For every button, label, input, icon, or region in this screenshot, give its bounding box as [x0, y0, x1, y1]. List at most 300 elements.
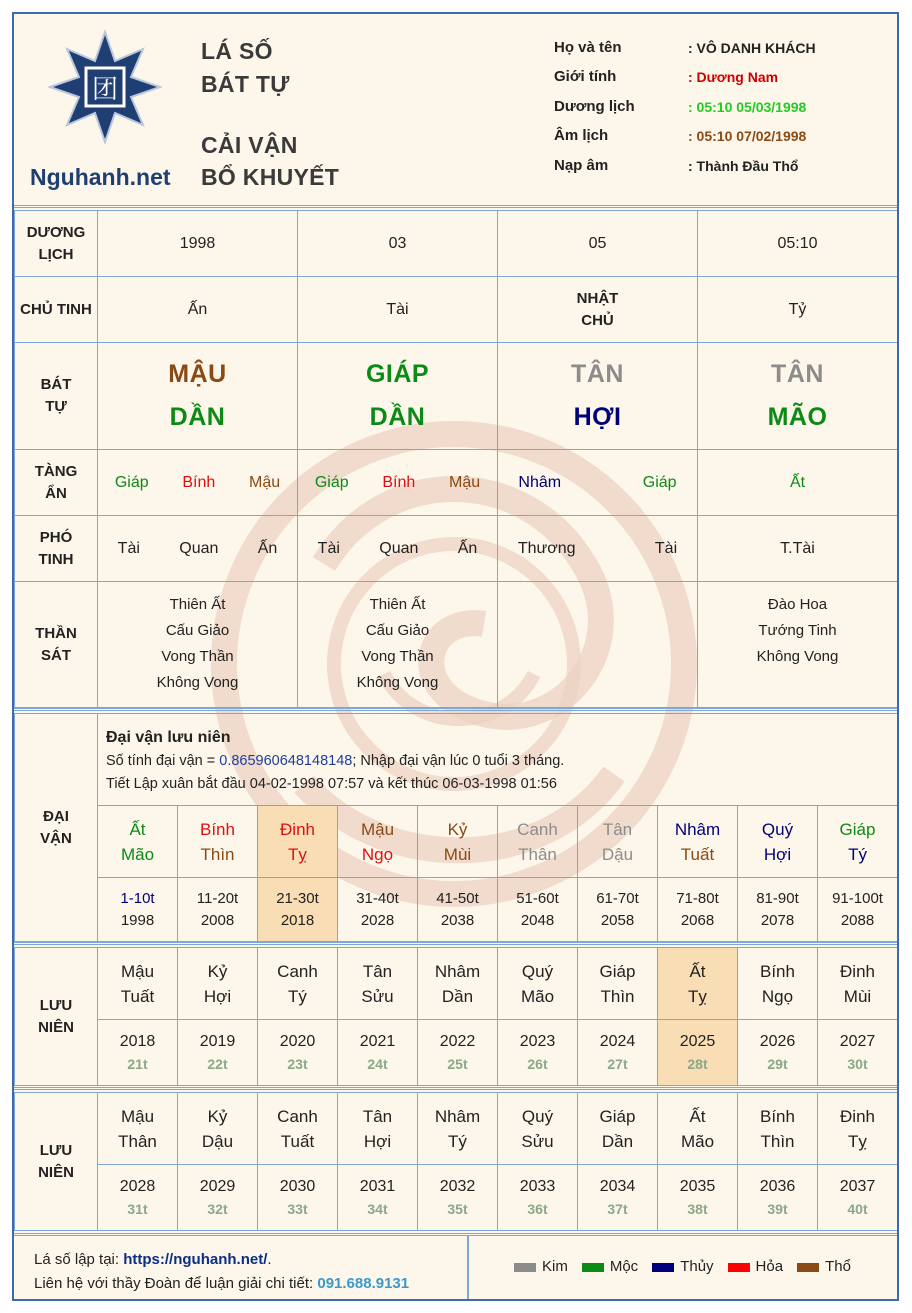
dai-van-age: 51-60t [516, 889, 559, 907]
sub-star: Ấn [257, 539, 278, 557]
luu-nien-stem: Mậu [120, 1106, 155, 1126]
dai-van-age-cell [258, 878, 338, 942]
pillar-cell [298, 450, 498, 516]
luu-nien-stem: Tân [362, 961, 393, 981]
footer-suffix: . [267, 1251, 272, 1268]
dai-van-age-cell [98, 878, 178, 942]
luu-nien-branch: Sửu [521, 1131, 554, 1151]
chart-footer [14, 1233, 897, 1299]
luu-nien-year-cell [178, 1020, 258, 1086]
luu-nien-year-cell [738, 1165, 818, 1231]
luu-nien-year-cell [818, 1020, 898, 1086]
dai-van-age: 21-30t [276, 889, 319, 907]
title-line-4: BỔ KHUYẾT [201, 164, 340, 190]
hidden-stem: Giáp [314, 473, 349, 491]
luu-nien-year: 2029 [199, 1177, 236, 1195]
dai-van-year: 2008 [200, 911, 235, 929]
row-label-luu-nien: LƯU NIÊN [15, 1093, 98, 1231]
luu-nien-branch: Thìn [600, 986, 635, 1006]
dai-van-line-2: Tiết Lập xuân bắt đầu 04-02-1998 07:57 và kết thúc 06-03-1998 01:56 [106, 776, 557, 792]
than-sat-item: Vong Thần [361, 648, 434, 665]
luu-nien-age: 25t [447, 1055, 468, 1072]
dai-van-age-cell [418, 878, 498, 942]
luu-nien-cell [658, 1093, 738, 1165]
luu-nien-age: 22t [207, 1055, 228, 1072]
dai-van-stem: Tân [602, 819, 633, 839]
luu-nien-stem: Giáp [599, 961, 636, 981]
info-label: Dương lịch [554, 98, 635, 115]
title-line-3: CẢI VẬN [201, 132, 298, 158]
pillar-cell [98, 450, 298, 516]
dai-van-age: 91-100t [832, 889, 883, 907]
dai-van-stem: Mậu [360, 819, 395, 839]
luu-nien-cell [418, 948, 498, 1020]
sub-star: Tài [654, 539, 678, 557]
dai-van-info [98, 714, 898, 806]
luu-nien-cell [738, 948, 818, 1020]
dai-van-branch: Mão [120, 844, 155, 864]
luu-nien-year-cell [98, 1165, 178, 1231]
row-label-bat-tu: BÁT TỰ [15, 343, 98, 450]
footer-contact [14, 1236, 469, 1301]
dai-van-stem: Ất [129, 819, 146, 839]
luu-nien-year-cell [258, 1165, 338, 1231]
divider [14, 942, 897, 945]
than-sat-item: Thiên Ất [169, 596, 226, 613]
pillar-cell [298, 343, 498, 450]
bat-tu-chart-sheet [12, 12, 899, 1301]
than-sat-list [98, 592, 297, 696]
luu-nien-age: 31t [127, 1200, 148, 1217]
hidden-stems [498, 474, 697, 492]
pillar-cell [498, 343, 698, 450]
luu-nien-branch: Dần [601, 1131, 634, 1151]
luu-nien-branch: Thìn [760, 1131, 795, 1151]
luu-nien-cell [98, 1093, 178, 1165]
pillar-cell: 1998 [98, 211, 298, 277]
hidden-stem: Giáp [114, 473, 149, 491]
dai-van-title: Đại vận lưu niên [106, 729, 231, 746]
luu-nien-year: 2022 [439, 1032, 476, 1050]
dai-van-table [14, 713, 898, 942]
dai-van-cell [98, 806, 178, 878]
pillar-cell: 05:10 [698, 211, 898, 277]
luu-nien-age: 26t [527, 1055, 548, 1072]
dai-van-cell [738, 806, 818, 878]
luu-nien-year: 2024 [599, 1032, 636, 1050]
luu-nien-age: 29t [767, 1055, 788, 1072]
pillar-cell [698, 343, 898, 450]
luu-nien-age: 35t [447, 1200, 468, 1217]
luu-nien-year-cell [818, 1165, 898, 1231]
dai-van-age-cell [338, 878, 418, 942]
luu-nien-stem: Nhâm [434, 961, 481, 981]
dai-van-age: 41-50t [436, 889, 479, 907]
luu-nien-year: 2031 [359, 1177, 396, 1195]
phone-link[interactable]: 091.688.9131 [317, 1275, 410, 1292]
dai-van-age: 11-20t [196, 889, 239, 907]
info-label: Âm lịch [554, 127, 609, 144]
pillar-cell [698, 450, 898, 516]
luu-nien-stem: Giáp [599, 1106, 636, 1126]
sub-stars [98, 540, 297, 558]
luu-nien-branch: Tỵ [688, 986, 707, 1006]
dai-van-branch: Mùi [443, 844, 472, 864]
hidden-stems [298, 474, 497, 492]
pillar-cell [498, 582, 698, 708]
than-sat-item: Thiên Ất [369, 596, 426, 613]
luu-nien-age: 40t [847, 1200, 868, 1217]
site-link[interactable]: https://nguhanh.net/ [123, 1251, 268, 1268]
dai-van-year: 2038 [440, 911, 475, 929]
info-label: Nạp âm [554, 157, 609, 174]
sub-star: Tài [117, 539, 140, 557]
luu-nien-branch: Tuất [280, 1131, 315, 1151]
legend-label: Hỏa [755, 1258, 784, 1275]
row-label-chu-tinh: CHỦ TINH [15, 277, 98, 343]
footer-prefix: Lá số lập tại: [34, 1251, 124, 1268]
luu-nien-branch: Dần [441, 986, 474, 1006]
dai-van-branch: Hợi [763, 844, 792, 864]
dai-van-branch: Tỵ [288, 844, 307, 864]
pillar-cell [98, 582, 298, 708]
dai-van-year: 2028 [360, 911, 395, 929]
luu-nien-age: 34t [367, 1200, 388, 1217]
sub-stars [698, 540, 897, 558]
sub-star: T.Tài [780, 539, 815, 557]
dai-van-year: 1998 [120, 911, 155, 929]
sub-stars [298, 540, 497, 558]
pillar-cell [298, 516, 498, 582]
dai-van-line-1 [106, 750, 889, 773]
luu-nien-age: 37t [607, 1200, 628, 1217]
dai-van-age-cell [738, 878, 818, 942]
title-line-1: LÁ SỐ [201, 38, 273, 64]
luu-nien-stem: Canh [277, 1106, 318, 1126]
dai-van-age-cell [178, 878, 258, 942]
luu-nien-cell [98, 948, 178, 1020]
luu-nien-year-cell [658, 1165, 738, 1231]
luu-nien-stem: Ất [689, 1106, 706, 1126]
sub-star: Ấn [457, 539, 478, 557]
dai-van-stem: Quý [761, 819, 794, 839]
luu-nien-stem: Nhâm [434, 1106, 481, 1126]
legend-label: Kim [542, 1258, 568, 1275]
luu-nien-year: 2034 [599, 1177, 636, 1195]
luu-nien-year: 2020 [279, 1032, 316, 1050]
dai-van-stem: Kỷ [447, 819, 468, 839]
pillar-cell: 03 [298, 211, 498, 277]
legend-label: Thổ [825, 1258, 851, 1275]
luu-nien-cell [418, 1093, 498, 1165]
pillar-cell: Tỷ [698, 277, 898, 343]
hidden-stem: Bính [182, 473, 216, 491]
luu-nien-stem: Quý [521, 961, 554, 981]
luu-nien-cell [258, 948, 338, 1020]
luu-nien-year-cell [418, 1020, 498, 1086]
luu-nien-year: 2023 [519, 1032, 556, 1050]
dai-van-cell [258, 806, 338, 878]
luu-nien-branch: Hợi [363, 1131, 392, 1151]
stem-1: GIÁP [365, 360, 430, 388]
luu-nien-year: 2027 [839, 1032, 876, 1050]
dai-van-branch: Tuất [680, 844, 715, 864]
dai-van-line-1-suffix: ; Nhập đại vận lúc 0 tuổi 3 tháng. [352, 753, 565, 769]
luu-nien-branch: Mão [680, 1131, 715, 1151]
dai-van-year: 2058 [600, 911, 635, 929]
luu-nien-cell [498, 948, 578, 1020]
stem-0: MẬU [168, 360, 227, 388]
than-sat-item: Vong Thần [161, 648, 234, 665]
luu-nien-branch: Thân [118, 1131, 157, 1151]
branch-3: MÃO [767, 403, 828, 431]
luu-nien-year: 2032 [439, 1177, 476, 1195]
sub-star: Quan [179, 539, 219, 557]
dai-van-stem: Bính [200, 819, 235, 839]
row-label-than-sat: THẦN SÁT [15, 582, 98, 708]
hidden-stem: Nhâm [518, 473, 562, 491]
luu-nien-cell [658, 948, 738, 1020]
hidden-stem: Giáp [642, 473, 677, 491]
element-legend [514, 1258, 851, 1275]
than-sat-item: Cấu Giảo [165, 622, 230, 639]
dai-van-age: 81-90t [756, 889, 799, 907]
dai-van-stem: Giáp [839, 819, 876, 839]
luu-nien-year: 2028 [119, 1177, 156, 1195]
legend-swatch-icon [728, 1263, 750, 1272]
dai-van-age: 1-10t [120, 889, 155, 907]
dai-van-stem: Nhâm [674, 819, 721, 839]
row-label-tang-an: TÀNG ẨN [15, 450, 98, 516]
dai-van-branch: Thìn [200, 844, 235, 864]
dai-van-cell [578, 806, 658, 878]
luu-nien-cell [738, 1093, 818, 1165]
legend-item [582, 1258, 638, 1275]
luu-nien-cell [578, 1093, 658, 1165]
info-value: : VÔ DANH KHÁCH [688, 40, 816, 56]
than-sat-item: Đào Hoa [767, 596, 828, 613]
dai-van-number: 0.865960648148148 [219, 753, 353, 769]
luu-nien-cell [338, 1093, 418, 1165]
dai-van-year: 2018 [280, 911, 315, 929]
luu-nien-year-cell [258, 1020, 338, 1086]
pillar-cell: Ấn [98, 277, 298, 343]
dai-van-age-cell [658, 878, 738, 942]
luu-nien-cell [338, 948, 418, 1020]
legend-label: Mộc [609, 1258, 639, 1275]
dai-van-stem: Canh [517, 819, 558, 839]
pillar-cell [98, 343, 298, 450]
luu-nien-year-cell [578, 1165, 658, 1231]
logo-glyph: 团 [91, 75, 119, 105]
luu-nien-cell [818, 948, 898, 1020]
dai-van-age-cell [578, 878, 658, 942]
luu-nien-stem: Đinh [840, 961, 875, 981]
luu-nien-age: 27t [607, 1055, 628, 1072]
row-label-pho-tinh: PHÓ TINH [15, 516, 98, 582]
nhat-chu-cell: NHẬT CHỦ [498, 277, 698, 343]
legend-label: Thủy [680, 1258, 714, 1275]
than-sat-item: Cấu Giảo [365, 622, 430, 639]
row-bat-tu [15, 343, 898, 450]
dai-van-cell [498, 806, 578, 878]
luu-nien-cell [818, 1093, 898, 1165]
luu-nien-year-cell [578, 1020, 658, 1086]
dai-van-age: 61-70t [596, 889, 639, 907]
dai-van-cell [418, 806, 498, 878]
than-sat-item: Không Vong [356, 674, 439, 691]
luu-nien-branch: Mùi [843, 986, 872, 1006]
row-label-duong-lich: DƯƠNG LỊCH [15, 211, 98, 277]
legend-item [728, 1258, 784, 1275]
dai-van-stem: Đinh [280, 819, 315, 839]
stem-3: TÂN [771, 360, 824, 388]
dai-van-branch: Dậu [601, 844, 634, 864]
luu-nien-stem: Quý [521, 1106, 554, 1126]
luu-nien-year-cell [498, 1165, 578, 1231]
luu-nien-cell [258, 1093, 338, 1165]
info-value: : 05:10 07/02/1998 [688, 128, 807, 144]
luu-nien-table-1 [14, 947, 898, 1086]
luu-nien-age: 39t [767, 1200, 788, 1217]
dai-van-year: 2078 [760, 911, 795, 929]
luu-nien-year: 2030 [279, 1177, 316, 1195]
hidden-stem: Mậu [449, 473, 481, 491]
pillar-cell [698, 582, 898, 708]
legend-swatch-icon [652, 1263, 674, 1272]
luu-nien-year: 2018 [119, 1032, 156, 1050]
luu-nien-stem: Kỷ [207, 961, 228, 981]
dai-van-year: 2088 [840, 911, 875, 929]
luu-nien-cell [178, 948, 258, 1020]
luu-nien-year: 2035 [679, 1177, 716, 1195]
pillar-cell [98, 516, 298, 582]
luu-nien-age: 32t [207, 1200, 228, 1217]
luu-nien-branch: Dậu [201, 1131, 234, 1151]
than-sat-list [298, 592, 497, 696]
info-label: Họ và tên [554, 39, 622, 56]
legend-swatch-icon [582, 1263, 604, 1272]
sub-star: Quan [379, 539, 419, 557]
sub-star: Tài [317, 539, 340, 557]
luu-nien-year: 2037 [839, 1177, 876, 1195]
info-value: : Dương Nam [688, 69, 779, 85]
dai-van-cell [658, 806, 738, 878]
than-sat-list [698, 592, 897, 670]
branch-0: DẦN [169, 403, 226, 431]
row-duong-lich [15, 211, 898, 277]
than-sat-item: Không Vong [756, 648, 839, 665]
hidden-stems [698, 474, 897, 492]
info-value: : Thành Đầu Thổ [688, 158, 799, 174]
dai-van-branch: Tý [848, 844, 867, 864]
luu-nien-year: 2021 [359, 1032, 396, 1050]
dai-van-cell [818, 806, 898, 878]
luu-nien-stem: Mậu [120, 961, 155, 981]
divider [14, 1087, 897, 1090]
footer-line-2 [34, 1272, 467, 1296]
branch-1: DẦN [369, 403, 426, 431]
luu-nien-stem: Ất [689, 961, 706, 981]
hidden-stems [98, 474, 297, 492]
branch-2: HỢI [573, 403, 622, 431]
luu-nien-age: 23t [287, 1055, 308, 1072]
info-label: Giới tính [554, 68, 617, 85]
luu-nien-branch: Tý [448, 1131, 467, 1151]
row-tang-an [15, 450, 898, 516]
footer-prefix: Liên hệ với thầy Đoàn để luận giải chi tiết: [34, 1275, 318, 1292]
luu-nien-branch: Sửu [361, 986, 394, 1006]
luu-nien-age: 38t [687, 1200, 708, 1217]
dai-van-age-cell [818, 878, 898, 942]
luu-nien-year-cell [498, 1020, 578, 1086]
divider [14, 708, 897, 711]
hidden-stem: Bính [382, 473, 416, 491]
site-name[interactable]: Nguhanh.net [30, 164, 171, 190]
luu-nien-year: 2025 [679, 1032, 716, 1050]
hidden-stem: Ất [789, 473, 806, 491]
row-label-dai-van: ĐẠI VẬN [15, 714, 98, 942]
luu-nien-age: 33t [287, 1200, 308, 1217]
row-pho-tinh [15, 516, 898, 582]
dai-van-age: 71-80t [676, 889, 719, 907]
luu-nien-year: 2019 [199, 1032, 236, 1050]
footer-line-1 [34, 1248, 467, 1272]
luu-nien-branch: Tuất [120, 986, 155, 1006]
dai-van-year: 2048 [520, 911, 555, 929]
luu-nien-year: 2036 [759, 1177, 796, 1195]
luu-nien-stem: Canh [277, 961, 318, 981]
luu-nien-stem: Tân [362, 1106, 393, 1126]
luu-nien-year-cell [338, 1165, 418, 1231]
legend-swatch-icon [797, 1263, 819, 1272]
pillar-cell [298, 582, 498, 708]
dai-van-branch: Ngọ [361, 844, 394, 864]
dai-van-branch: Thân [518, 844, 557, 864]
pillar-cell: Tài [298, 277, 498, 343]
chart-header [14, 14, 897, 205]
pillar-cell [498, 516, 698, 582]
title-line-2: BÁT TỰ [201, 71, 290, 97]
legend-item [514, 1258, 568, 1275]
dai-van-year: 2068 [680, 911, 715, 929]
row-chu-tinh [15, 277, 898, 343]
luu-nien-branch: Mão [520, 986, 555, 1006]
luu-nien-branch: Tý [288, 986, 307, 1006]
than-sat-item: Không Vong [156, 674, 239, 691]
four-pillars-table [14, 210, 898, 708]
luu-nien-year-cell [98, 1020, 178, 1086]
luu-nien-stem: Bính [760, 1106, 795, 1126]
luu-nien-age: 36t [527, 1200, 548, 1217]
luu-nien-year-cell [418, 1165, 498, 1231]
star-logo-icon [48, 30, 162, 144]
luu-nien-year: 2033 [519, 1177, 556, 1195]
dai-van-cell [178, 806, 258, 878]
luu-nien-age: 30t [847, 1055, 868, 1072]
pillar-cell [698, 516, 898, 582]
luu-nien-stem: Bính [760, 961, 795, 981]
luu-nien-branch: Ngọ [761, 986, 794, 1006]
luu-nien-year-cell [178, 1165, 258, 1231]
luu-nien-age: 28t [687, 1055, 708, 1072]
legend-item [797, 1258, 851, 1275]
luu-nien-year-cell [658, 1020, 738, 1086]
divider [14, 205, 897, 208]
luu-nien-cell [578, 948, 658, 1020]
luu-nien-stem: Kỷ [207, 1106, 228, 1126]
pillar-cell [498, 450, 698, 516]
